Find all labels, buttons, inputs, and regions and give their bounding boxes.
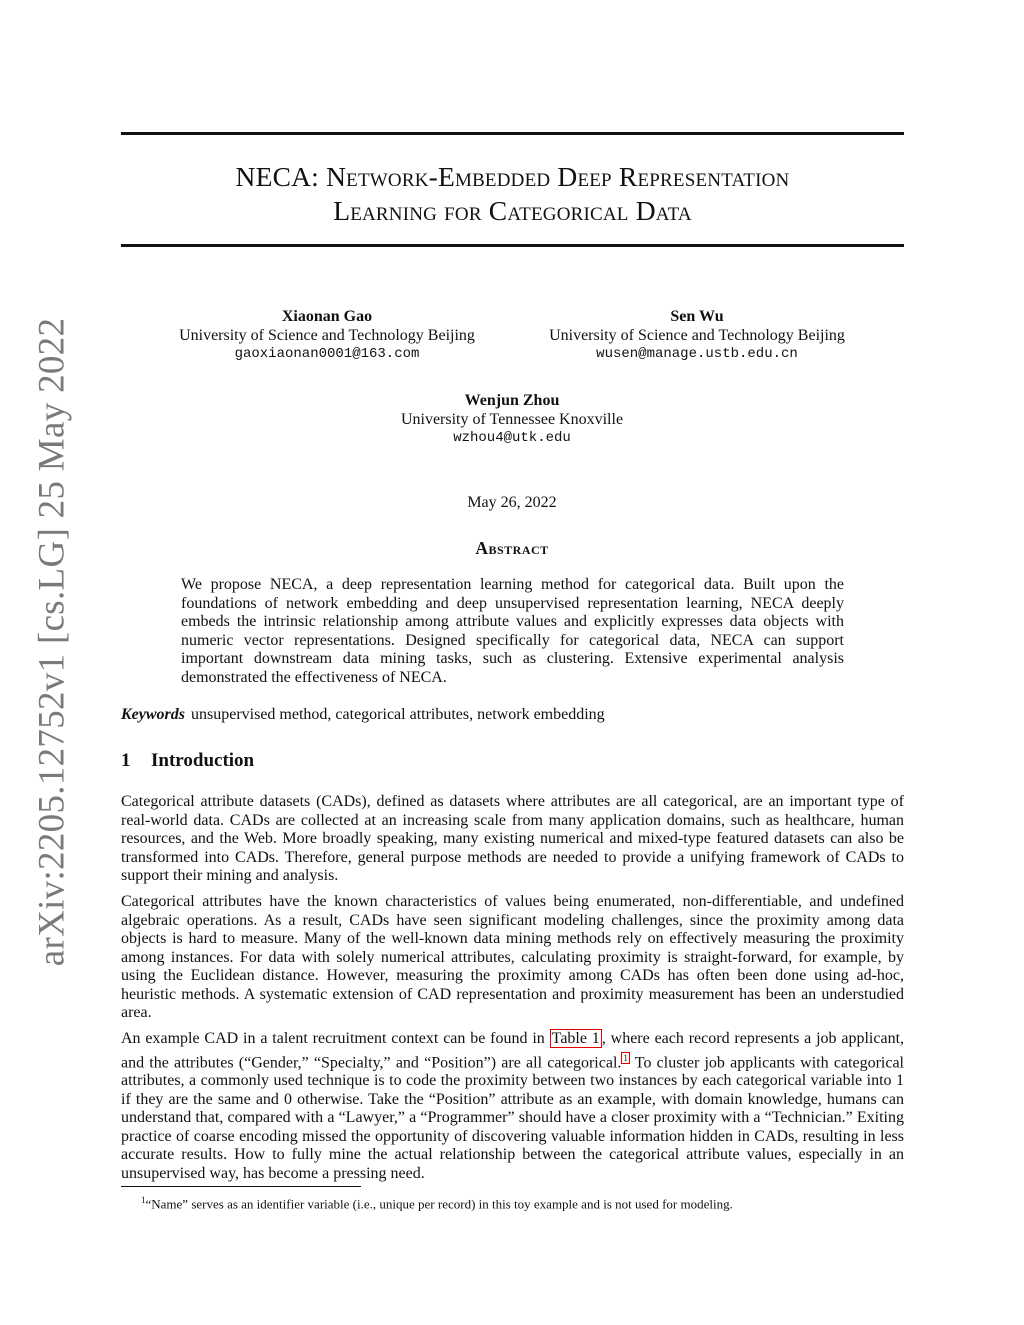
author-email[interactable]: gaoxiaonan0001@163.com bbox=[234, 346, 420, 362]
author-2 bbox=[507, 307, 887, 364]
abstract-heading: Abstract bbox=[475, 538, 549, 558]
author-name: Sen Wu bbox=[670, 308, 724, 325]
title-part-1: NECA: bbox=[235, 161, 320, 192]
author-affiliation: University of Science and Technology Beijing bbox=[549, 327, 845, 344]
paragraph-3-text-a: An example CAD in a talent recruitment context can be found in bbox=[121, 1030, 545, 1047]
title-part-3: Learning for Categorical Data bbox=[333, 195, 692, 226]
title-rule-bottom bbox=[121, 244, 904, 247]
keywords-label: Keywords bbox=[121, 706, 185, 723]
keywords-text: unsupervised method, categorical attributes, network embedding bbox=[191, 706, 605, 723]
author-3 bbox=[322, 391, 702, 448]
footnote bbox=[141, 1192, 733, 1212]
author-1 bbox=[137, 307, 517, 364]
author-name: Wenjun Zhou bbox=[464, 392, 560, 409]
footnote-marker: 1 bbox=[141, 1195, 146, 1205]
paragraph-3 bbox=[121, 1030, 904, 1183]
section-title: Introduction bbox=[151, 750, 255, 771]
author-email[interactable]: wusen@manage.ustb.edu.cn bbox=[596, 346, 798, 362]
author-affiliation: University of Tennessee Knoxville bbox=[400, 411, 624, 428]
arxiv-stamp: arXiv:2205.12752v1 [cs.LG] 25 May 2022 bbox=[31, 317, 73, 967]
author-email[interactable]: wzhou4@utk.edu bbox=[453, 430, 571, 446]
section-heading bbox=[121, 750, 254, 772]
paragraph-2: Categorical attributes have the known characteristics of values being enumerated, non-differentiable, and undefined algebraic operations. As a result, CADs have seen significant modeling challenges, since the proximity among data objects is hard to measure. Many of the well-known data mining methods rely on effectively measuring the proximity among instances. For data with solely numerical attributes, calculating proximity is straight-forward, for example, by using the Euclidean distance. However, measuring the proximity among CADs has often been done using ad-hoc, heuristic methods. A systematic extension of CAD representation and proximity measurement has been an understudied area. bbox=[121, 893, 904, 1021]
abstract-text: We propose NECA, a deep representation learning method for categorical data. Built upon the foundations of network embedding and deep unsupervised representation learning, NECA deeply embeds the intrinsic relationship among attribute values and explicitly expresses data objects with numeric vector representations. Designed specifically for categorical data, NECA can support important downstream data mining tasks, such as clustering. Extensive experimental analysis demonstrated the effectiveness of NECA. bbox=[181, 576, 844, 686]
paragraph-3-text-c: To cluster job applicants with categorical attributes, a commonly used technique is to code the proximity between two instances by each categorical variable into 1 if they are the same and 0 otherwise. Take the “Position” attribute as an example, with domain knowledge, humans can understand that, compared with a “Lawyer,” a “Programmer” should have a closer proximity with a “Technician.” Exiting practice of coarse encoding missed the opportunity of discovering valuable information hidden in CADs, resulting in less accurate results. How to fully mine the actual relationship between the categorical attribute values, especially in an unsupervised way, has become a pressing need. bbox=[121, 1053, 904, 1182]
author-name: Xiaonan Gao bbox=[281, 308, 373, 325]
footnote-text: “Name” serves as an identifier variable (i.e., unique per record) in this toy example and is not used for modeling. bbox=[145, 1196, 733, 1212]
paragraph-3-text-b: , where each record represents a job applicant, and the attributes (“Gender,” “Specialty,” and “Position”) are all categorical. bbox=[121, 1030, 905, 1071]
footnote-1-link[interactable]: 1 bbox=[623, 1052, 628, 1063]
title-rule-top bbox=[121, 132, 904, 135]
paper-title bbox=[121, 160, 904, 228]
paper-date: May 26, 2022 bbox=[467, 494, 557, 511]
paragraph-1: Categorical attribute datasets (CADs), defined as datasets where attributes are all categorical, are an important type of real-world data. CADs are collected at an increasing scale from many application domains, such as healthcare, human resources, and the Web. More broadly speaking, many existing numerical and mixed-type featured datasets can also be transformed into CADs. Therefore, general purpose methods are needed to provide a unifying framework of CADs to support their mining and analysis. bbox=[121, 793, 904, 884]
section-number: 1 bbox=[121, 750, 131, 771]
keywords bbox=[121, 706, 605, 724]
author-affiliation: University of Science and Technology Beijing bbox=[179, 327, 475, 344]
footnote-rule bbox=[121, 1186, 361, 1187]
table-1-link[interactable]: Table 1 bbox=[551, 1030, 600, 1047]
title-part-2: Network-Embedded Deep Representation bbox=[326, 161, 790, 192]
